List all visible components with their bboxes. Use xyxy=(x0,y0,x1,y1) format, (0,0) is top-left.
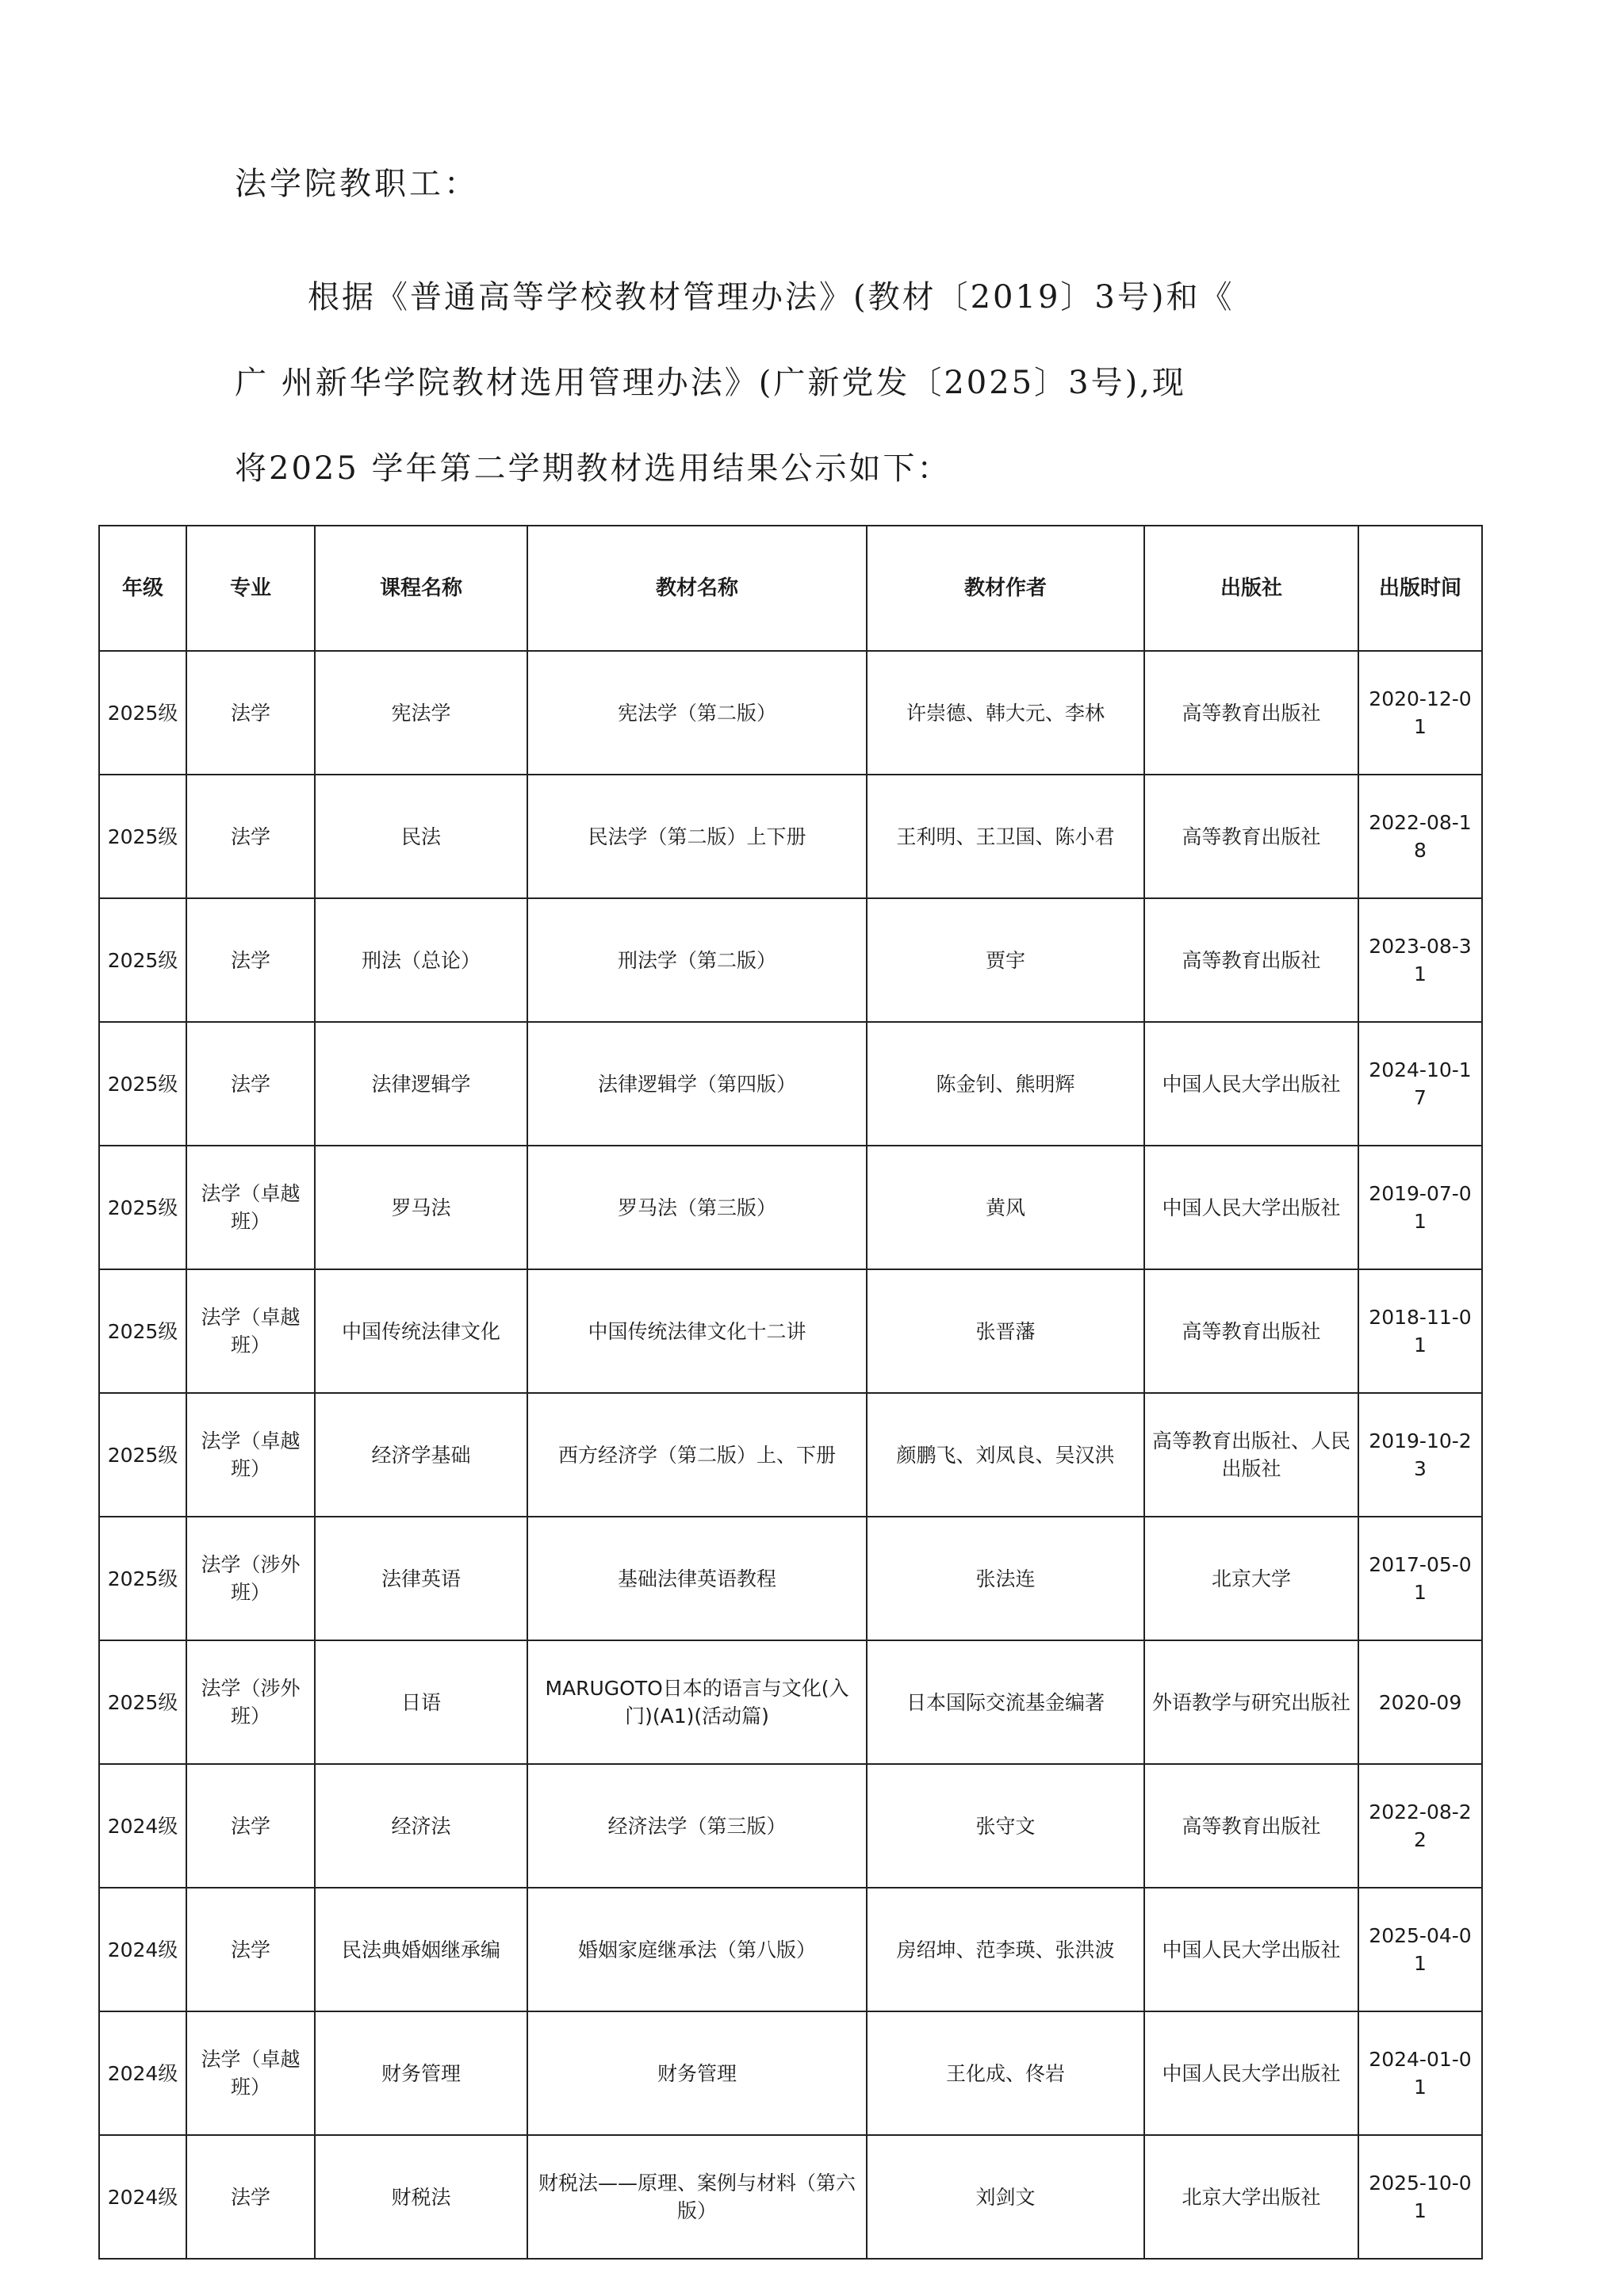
cell-author: 房绍坤、范李瑛、张洪波 xyxy=(867,1888,1144,2011)
cell-major: 法学（卓越班） xyxy=(186,1269,315,1393)
cell-author: 王化成、佟岩 xyxy=(867,2011,1144,2135)
table-row xyxy=(99,1146,1482,1269)
header-author: 教材作者 xyxy=(867,526,1144,651)
cell-course: 民法典婚姻继承编 xyxy=(315,1888,527,2011)
cell-textbook: 罗马法（第三版） xyxy=(527,1146,867,1269)
cell-textbook: 中国传统法律文化十二讲 xyxy=(527,1269,867,1393)
cell-publisher: 高等教育出版社 xyxy=(1144,775,1358,898)
cell-course: 财务管理 xyxy=(315,2011,527,2135)
table-header-row xyxy=(99,526,1482,651)
table-row xyxy=(99,2011,1482,2135)
cell-author: 贾宇 xyxy=(867,898,1144,1022)
cell-author: 日本国际交流基金编著 xyxy=(867,1640,1144,1764)
table-row xyxy=(99,1269,1482,1393)
cell-major: 法学（卓越班） xyxy=(186,1393,315,1517)
cell-course: 日语 xyxy=(315,1640,527,1764)
cell-major: 法学（卓越班） xyxy=(186,1146,315,1269)
cell-date: 2025-04-01 xyxy=(1358,1888,1482,2011)
table-row xyxy=(99,1640,1482,1764)
cell-textbook: 刑法学（第二版） xyxy=(527,898,867,1022)
cell-course: 经济法 xyxy=(315,1764,527,1888)
cell-textbook: 基础法律英语教程 xyxy=(527,1517,867,1640)
table-row xyxy=(99,2135,1482,2259)
table-row xyxy=(99,1764,1482,1888)
cell-textbook: 财务管理 xyxy=(527,2011,867,2135)
cell-major: 法学 xyxy=(186,2135,315,2259)
cell-publisher: 北京大学 xyxy=(1144,1517,1358,1640)
cell-major: 法学 xyxy=(186,1764,315,1888)
cell-publisher: 高等教育出版社 xyxy=(1144,898,1358,1022)
cell-date: 2018-11-01 xyxy=(1358,1269,1482,1393)
cell-date: 2019-10-23 xyxy=(1358,1393,1482,1517)
cell-date: 2022-08-18 xyxy=(1358,775,1482,898)
cell-textbook: 西方经济学（第二版）上、下册 xyxy=(527,1393,867,1517)
table-row xyxy=(99,651,1482,775)
header-grade: 年级 xyxy=(99,526,186,651)
cell-textbook: MARUGOTO日本的语言与文化(入门)(A1)(活动篇) xyxy=(527,1640,867,1764)
cell-textbook: 民法学（第二版）上下册 xyxy=(527,775,867,898)
cell-publisher: 高等教育出版社 xyxy=(1144,1764,1358,1888)
cell-author: 张法连 xyxy=(867,1517,1144,1640)
cell-grade: 2025级 xyxy=(99,775,186,898)
cell-grade: 2024级 xyxy=(99,2135,186,2259)
cell-grade: 2024级 xyxy=(99,1888,186,2011)
table-row xyxy=(99,898,1482,1022)
cell-date: 2019-07-01 xyxy=(1358,1146,1482,1269)
cell-author: 颜鹏飞、刘凤良、吴汉洪 xyxy=(867,1393,1144,1517)
cell-course: 法律逻辑学 xyxy=(315,1022,527,1146)
cell-major: 法学 xyxy=(186,775,315,898)
cell-grade: 2025级 xyxy=(99,1640,186,1764)
cell-grade: 2025级 xyxy=(99,1269,186,1393)
cell-grade: 2025级 xyxy=(99,1146,186,1269)
cell-author: 张晋藩 xyxy=(867,1269,1144,1393)
cell-author: 陈金钊、熊明辉 xyxy=(867,1022,1144,1146)
cell-publisher: 高等教育出版社 xyxy=(1144,1269,1358,1393)
cell-textbook: 婚姻家庭继承法（第八版） xyxy=(527,1888,867,2011)
cell-grade: 2025级 xyxy=(99,1517,186,1640)
cell-publisher: 中国人民大学出版社 xyxy=(1144,2011,1358,2135)
cell-date: 2023-08-31 xyxy=(1358,898,1482,1022)
header-date: 出版时间 xyxy=(1358,526,1482,651)
paragraph-line-1: 根据《普通高等学校教材管理办法》(教材〔2019〕3号)和《 xyxy=(308,279,1235,316)
cell-course: 民法 xyxy=(315,775,527,898)
cell-publisher: 外语教学与研究出版社 xyxy=(1144,1640,1358,1764)
cell-major: 法学 xyxy=(186,1888,315,2011)
header-textbook: 教材名称 xyxy=(527,526,867,651)
cell-course: 财税法 xyxy=(315,2135,527,2259)
cell-textbook: 法律逻辑学（第四版） xyxy=(527,1022,867,1146)
cell-publisher: 中国人民大学出版社 xyxy=(1144,1022,1358,1146)
cell-major: 法学 xyxy=(186,1022,315,1146)
cell-grade: 2025级 xyxy=(99,1022,186,1146)
table-row xyxy=(99,1393,1482,1517)
table-row xyxy=(99,1022,1482,1146)
cell-grade: 2025级 xyxy=(99,898,186,1022)
cell-date: 2022-08-22 xyxy=(1358,1764,1482,1888)
cell-grade: 2024级 xyxy=(99,2011,186,2135)
cell-grade: 2024级 xyxy=(99,1764,186,1888)
cell-major: 法学 xyxy=(186,651,315,775)
cell-publisher: 高等教育出版社、人民出版社 xyxy=(1144,1393,1358,1517)
cell-date: 2024-01-01 xyxy=(1358,2011,1482,2135)
cell-grade: 2025级 xyxy=(99,1393,186,1517)
cell-author: 王利明、王卫国、陈小君 xyxy=(867,775,1144,898)
cell-course: 罗马法 xyxy=(315,1146,527,1269)
cell-major: 法学（卓越班） xyxy=(186,2011,315,2135)
cell-course: 中国传统法律文化 xyxy=(315,1269,527,1393)
cell-course: 法律英语 xyxy=(315,1517,527,1640)
cell-grade: 2025级 xyxy=(99,651,186,775)
cell-date: 2025-10-01 xyxy=(1358,2135,1482,2259)
cell-publisher: 北京大学出版社 xyxy=(1144,2135,1358,2259)
cell-author: 刘剑文 xyxy=(867,2135,1144,2259)
cell-major: 法学（涉外班） xyxy=(186,1517,315,1640)
cell-date: 2017-05-01 xyxy=(1358,1517,1482,1640)
textbook-table xyxy=(98,525,1483,2260)
cell-textbook: 财税法——原理、案例与材料（第六版） xyxy=(527,2135,867,2259)
table-row xyxy=(99,775,1482,898)
cell-course: 宪法学 xyxy=(315,651,527,775)
header-major: 专业 xyxy=(186,526,315,651)
cell-course: 经济学基础 xyxy=(315,1393,527,1517)
cell-date: 2024-10-17 xyxy=(1358,1022,1482,1146)
cell-major: 法学（涉外班） xyxy=(186,1640,315,1764)
paragraph-line-3: 将2025 学年第二学期教材选用结果公示如下： xyxy=(235,450,952,487)
header-publisher: 出版社 xyxy=(1144,526,1358,651)
greeting: 法学院教职工： xyxy=(235,166,479,202)
cell-author: 张守文 xyxy=(867,1764,1144,1888)
header-course: 课程名称 xyxy=(315,526,527,651)
cell-course: 刑法（总论） xyxy=(315,898,527,1022)
cell-date: 2020-12-01 xyxy=(1358,651,1482,775)
table-row xyxy=(99,1517,1482,1640)
cell-publisher: 中国人民大学出版社 xyxy=(1144,1146,1358,1269)
paragraph-line-2: 广 州新华学院教材选用管理办法》(广新党发〔2025〕3号),现 xyxy=(235,365,1186,401)
cell-author: 黄风 xyxy=(867,1146,1144,1269)
cell-textbook: 宪法学（第二版） xyxy=(527,651,867,775)
cell-publisher: 高等教育出版社 xyxy=(1144,651,1358,775)
table-row xyxy=(99,1888,1482,2011)
cell-textbook: 经济法学（第三版） xyxy=(527,1764,867,1888)
cell-author: 许崇德、韩大元、李林 xyxy=(867,651,1144,775)
cell-date: 2020-09 xyxy=(1358,1640,1482,1764)
cell-major: 法学 xyxy=(186,898,315,1022)
cell-publisher: 中国人民大学出版社 xyxy=(1144,1888,1358,2011)
